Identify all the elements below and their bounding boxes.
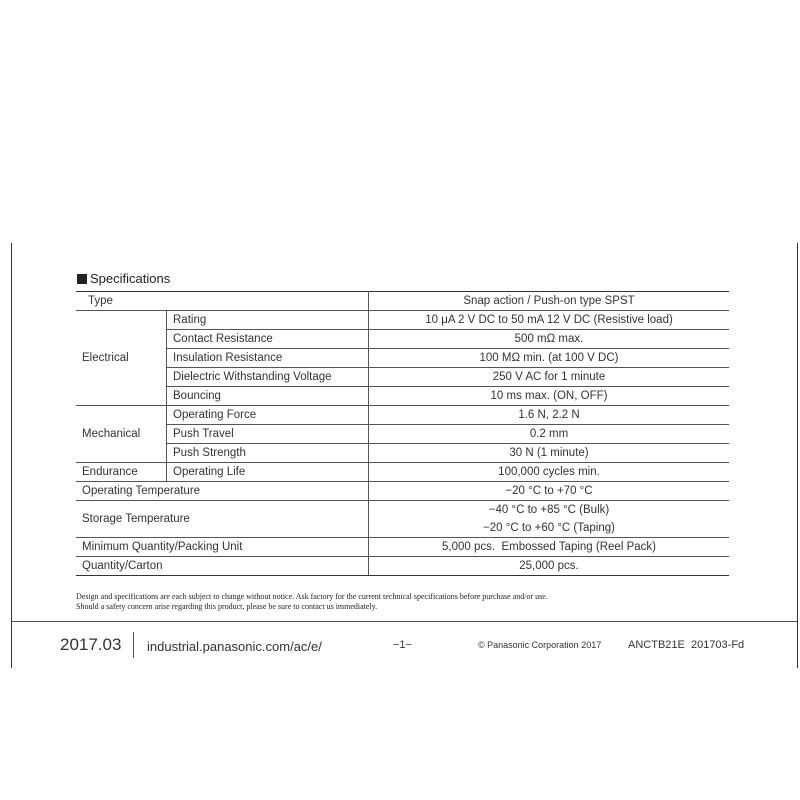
footer-separator (133, 632, 134, 658)
row-value: 1.6 N, 2.2 N (369, 406, 730, 425)
row-label: Type (76, 292, 369, 311)
section-title-text: Specifications (90, 271, 171, 286)
page-footer (0, 636, 800, 658)
table-row (76, 368, 729, 387)
row-label: Quantity/Carton (76, 557, 369, 576)
row-value: 10 ms max. (ON, OFF) (369, 387, 730, 406)
group-label: Mechanical (76, 406, 167, 463)
row-value: 10 μA 2 V DC to 50 mA 12 V DC (Resistive load) (369, 311, 730, 330)
row-label: Push Strength (167, 444, 369, 463)
page-number: −1− (393, 639, 412, 651)
table-row (76, 482, 729, 501)
row-label: Operating Temperature (76, 482, 369, 501)
row-value: 100 MΩ min. (at 100 V DC) (369, 349, 730, 368)
disclaimer-notes (76, 592, 548, 612)
footer-copyright: © Panasonic Corporation 2017 (478, 640, 602, 650)
table-row (76, 538, 729, 557)
storage-bulk: −40 °C to +85 °C (Bulk) (488, 504, 610, 516)
row-value: 5,000 pcs. Embossed Taping (Reel Pack) (369, 538, 730, 557)
specifications-table (76, 291, 729, 576)
square-bullet-icon (77, 274, 87, 284)
table-row (76, 349, 729, 368)
row-value: Snap action / Push-on type SPST (369, 292, 730, 311)
row-value: 25,000 pcs. (369, 557, 730, 576)
page-left-border (11, 243, 12, 668)
table-row (76, 292, 729, 311)
row-label: Insulation Resistance (167, 349, 369, 368)
table-row (76, 463, 729, 482)
table-row (76, 444, 729, 463)
row-value: −20 °C to +70 °C (369, 482, 730, 501)
row-label: Contact Resistance (167, 330, 369, 349)
table-row (76, 425, 729, 444)
table-row (76, 406, 729, 425)
table-row (76, 557, 729, 576)
row-value (369, 501, 730, 538)
row-value: 100,000 cycles min. (369, 463, 730, 482)
row-label: Minimum Quantity/Packing Unit (76, 538, 369, 557)
note-line: Design and specifications are each subject to change without notice. Ask factory for the current technical specifications before purchase and/or use. (76, 592, 548, 601)
page-right-border (797, 243, 798, 668)
section-title (77, 271, 170, 286)
row-label: Dielectric Withstanding Voltage (167, 368, 369, 387)
row-value: 500 mΩ max. (369, 330, 730, 349)
storage-taping: −20 °C to +60 °C (Taping) (483, 522, 615, 534)
group-label: Endurance (76, 463, 167, 482)
footer-divider (11, 621, 797, 622)
row-label: Operating Force (167, 406, 369, 425)
row-label: Rating (167, 311, 369, 330)
table-row (76, 311, 729, 330)
footer-date: 2017.03 (60, 635, 122, 654)
table-row (76, 501, 729, 538)
row-value: 0.2 mm (369, 425, 730, 444)
document-code: ANCTB21E 201703-Fd (628, 639, 745, 651)
row-label: Operating Life (167, 463, 369, 482)
row-label: Storage Temperature (76, 501, 369, 538)
row-label: Push Travel (167, 425, 369, 444)
row-label: Bouncing (167, 387, 369, 406)
group-label: Electrical (76, 311, 167, 406)
table-row (76, 387, 729, 406)
row-value: 250 V AC for 1 minute (369, 368, 730, 387)
note-line: Should a safety concern arise regarding this product, please be sure to contact us immediately. (76, 602, 378, 611)
row-value: 30 N (1 minute) (369, 444, 730, 463)
footer-url-link[interactable]: industrial.panasonic.com/ac/e/ (147, 639, 322, 654)
table-row (76, 330, 729, 349)
